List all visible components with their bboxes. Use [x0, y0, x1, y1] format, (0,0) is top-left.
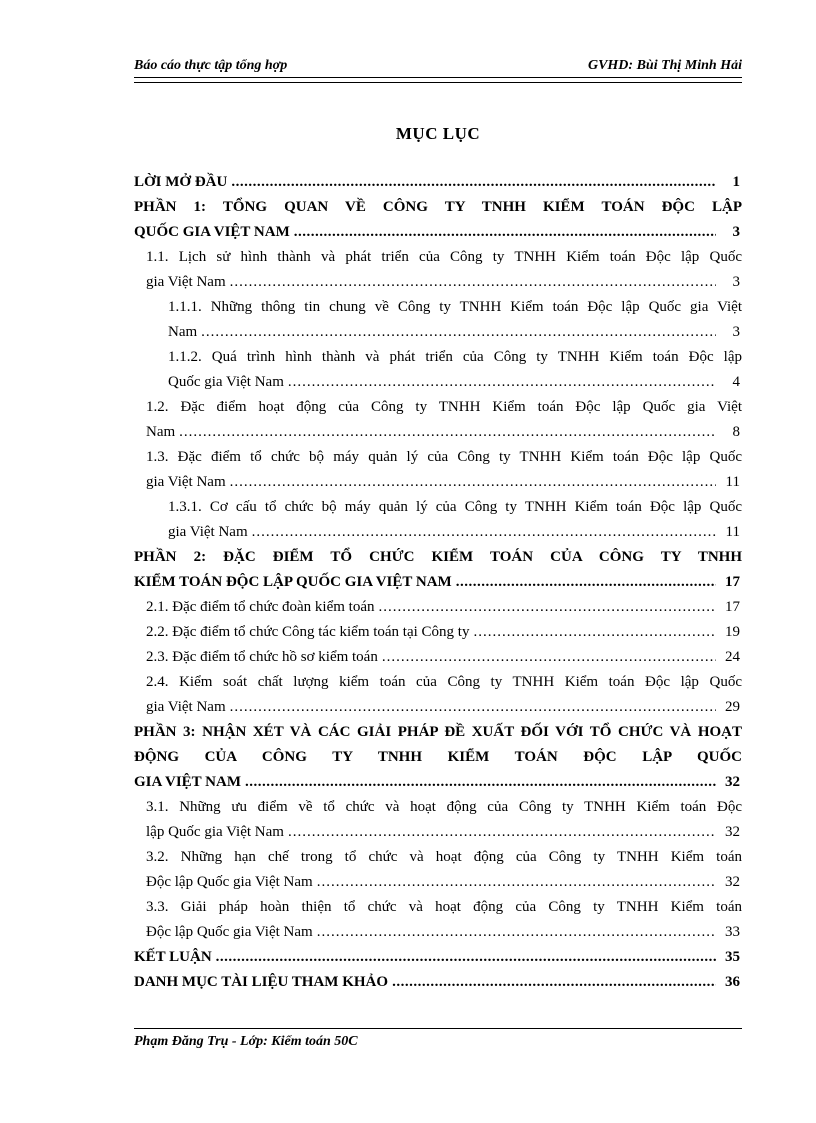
- toc-page-number: 11: [725, 524, 740, 540]
- header-divider: [134, 82, 742, 83]
- dot-leader: [179, 420, 716, 445]
- dot-leader: [317, 870, 716, 895]
- toc-entry-title: gia Việt Nam: [146, 474, 226, 490]
- toc-entry-text: 1.1. Lịch sử hình thành và phát triển của Công ty TNHH Kiểm toán Độc lập Quốc: [146, 249, 742, 265]
- toc-entry-line: [146, 920, 742, 945]
- dot-leader: [252, 520, 716, 545]
- toc-entry-title: gia Việt Nam: [146, 699, 226, 715]
- toc-page-number: 35: [725, 949, 740, 965]
- dot-leader: [456, 570, 716, 595]
- toc-page-number: 36: [725, 974, 740, 990]
- toc-entry[interactable]: [134, 195, 742, 245]
- toc-entry-text: 1.3.1. Cơ cấu tổ chức bộ máy quản lý của Công ty TNHH Kiểm toán Độc lập Quốc: [168, 499, 742, 515]
- page-footer: Phạm Đăng Trụ - Lớp: Kiểm toán 50C: [134, 1034, 358, 1049]
- table-of-contents: [134, 170, 742, 995]
- toc-entry-title: Độc lập Quốc gia Việt Nam: [146, 874, 313, 890]
- toc-entry-text: 1.1.2. Quá trình hình thành và phát triển của Công ty TNHH Kiểm toán Độc lập: [168, 349, 742, 365]
- toc-page-number: 1: [732, 174, 740, 190]
- toc-entry[interactable]: [134, 720, 742, 795]
- toc-entry-title: gia Việt Nam: [146, 274, 226, 290]
- toc-page-number: 3: [732, 274, 740, 290]
- dot-leader: [294, 220, 716, 245]
- dot-leader: [392, 970, 716, 995]
- toc-entry-title: GIA VIỆT NAM: [134, 774, 241, 790]
- toc-entry-title: Nam: [168, 324, 198, 340]
- toc-entry[interactable]: [134, 620, 742, 645]
- toc-entry-line: [146, 470, 742, 495]
- dot-leader: [201, 320, 716, 345]
- dot-leader: [317, 920, 716, 945]
- toc-entry-title: 2.1. Đặc điểm tổ chức đoàn kiểm toán: [146, 599, 375, 615]
- toc-entry-line: [146, 420, 742, 445]
- toc-entry-line: [146, 620, 742, 645]
- dot-leader: [230, 270, 716, 295]
- dot-leader: [245, 770, 716, 795]
- dot-leader: [473, 620, 716, 645]
- dot-leader: [231, 170, 716, 195]
- toc-entry[interactable]: [134, 545, 742, 595]
- toc-entry-title: Độc lập Quốc gia Việt Nam: [146, 924, 313, 940]
- toc-entry-text: 2.4. Kiểm soát chất lượng kiểm toán của Công ty TNHH Kiểm toán Độc lập Quốc: [146, 674, 742, 690]
- toc-entry-text: 1.2. Đặc điểm hoạt động của Công ty TNHH Kiểm toán Độc lập Quốc gia Việt: [146, 399, 742, 415]
- toc-entry-line: [168, 520, 742, 545]
- dot-leader: [230, 470, 716, 495]
- header-right: GVHD: Bùi Thị Minh Hải: [587, 58, 742, 73]
- toc-entry-text: 1.1.1. Những thông tin chung về Công ty TNHH Kiểm toán Độc lập Quốc gia Việt: [168, 299, 742, 315]
- page-header: [134, 58, 742, 78]
- toc-page-number: 29: [725, 699, 740, 715]
- toc-entry[interactable]: [134, 970, 742, 995]
- dot-leader: [216, 945, 716, 970]
- toc-entry-line: [146, 645, 742, 670]
- toc-entry[interactable]: [134, 670, 742, 720]
- toc-entry-title: LỜI MỞ ĐẦU: [134, 174, 228, 190]
- toc-page-number: 3: [732, 224, 740, 240]
- toc-page-number: 32: [725, 774, 740, 790]
- toc-entry-title: gia Việt Nam: [168, 524, 248, 540]
- toc-entry[interactable]: [134, 170, 742, 195]
- toc-entry-line: [134, 770, 742, 795]
- toc-page-number: 11: [725, 474, 740, 490]
- toc-entry[interactable]: [134, 295, 742, 345]
- toc-title: MỤC LỤC: [395, 124, 481, 143]
- toc-entry-title: Nam: [146, 424, 176, 440]
- toc-entry[interactable]: [134, 895, 742, 945]
- toc-entry-line: [146, 820, 742, 845]
- footer-divider: [134, 1028, 742, 1029]
- toc-entry[interactable]: [134, 395, 742, 445]
- toc-entry-title: QUỐC GIA VIỆT NAM: [134, 224, 290, 240]
- toc-entry-text: PHẦN 3: NHẬN XÉT VÀ CÁC GIẢI PHÁP ĐỀ XUẤT ĐỐI VỚI TỔ CHỨC VÀ HOẠT ĐỘNG CỦA CÔNG TY TNHH KIỂM TOÁN ĐỘC LẬP QUỐC: [134, 724, 742, 765]
- dot-leader: [288, 370, 716, 395]
- toc-page-number: 32: [725, 824, 740, 840]
- toc-page-number: 33: [725, 924, 740, 940]
- toc-entry-line: [146, 595, 742, 620]
- toc-entry-line: [168, 320, 742, 345]
- toc-entry[interactable]: [134, 795, 742, 845]
- toc-entry-text: 3.1. Những ưu điểm về tổ chức và hoạt động của Công ty TNHH Kiểm toán Độc: [146, 799, 742, 815]
- toc-entry-line: [134, 970, 742, 995]
- toc-page-number: 3: [732, 324, 740, 340]
- toc-entry-text: 3.2. Những hạn chế trong tổ chức và hoạt động của Công ty TNHH Kiểm toán: [146, 849, 742, 865]
- toc-entry-title: KẾT LUẬN: [134, 949, 212, 965]
- toc-entry[interactable]: [134, 245, 742, 295]
- toc-entry-line: [134, 170, 742, 195]
- dot-leader: [378, 595, 716, 620]
- toc-page-number: 4: [732, 374, 740, 390]
- toc-page-number: 17: [725, 574, 740, 590]
- toc-entry-text: 3.3. Giải pháp hoàn thiện tổ chức và hoạt động của Công ty TNHH Kiểm toán: [146, 899, 742, 915]
- dot-leader: [382, 645, 716, 670]
- toc-entry-line: [146, 870, 742, 895]
- toc-entry-title: 2.3. Đặc điểm tổ chức hồ sơ kiểm toán: [146, 649, 378, 665]
- toc-entry-line: [134, 220, 742, 245]
- toc-entry[interactable]: [134, 345, 742, 395]
- toc-entry[interactable]: [134, 645, 742, 670]
- toc-entry-title: KIỂM TOÁN ĐỘC LẬP QUỐC GIA VIỆT NAM: [134, 574, 452, 590]
- toc-entry-title: 2.2. Đặc điểm tổ chức Công tác kiểm toán tại Công ty: [146, 624, 470, 640]
- toc-entry[interactable]: [134, 845, 742, 895]
- toc-entry-line: [146, 695, 742, 720]
- toc-entry-line: [134, 570, 742, 595]
- toc-entry[interactable]: [134, 495, 742, 545]
- toc-entry-text: PHẦN 2: ĐẶC ĐIỂM TỔ CHỨC KIỂM TOÁN CỦA CÔNG TY TNHH: [134, 549, 742, 565]
- toc-page-number: 32: [725, 874, 740, 890]
- toc-entry-line: [146, 270, 742, 295]
- dot-leader: [230, 695, 716, 720]
- header-left: Báo cáo thực tập tổng hợp: [134, 58, 288, 73]
- toc-entry[interactable]: [134, 445, 742, 495]
- toc-entry-text: PHẦN 1: TỔNG QUAN VỀ CÔNG TY TNHH KIỂM TOÁN ĐỘC LẬP: [134, 199, 742, 215]
- toc-entry[interactable]: [134, 945, 742, 970]
- toc-entry-title: lập Quốc gia Việt Nam: [146, 824, 284, 840]
- toc-page-number: 24: [725, 649, 740, 665]
- toc-entry-text: 1.3. Đặc điểm tổ chức bộ máy quản lý của Công ty TNHH Kiểm toán Độc lập Quốc: [146, 449, 742, 465]
- toc-entry-line: [134, 945, 742, 970]
- toc-page-number: 8: [732, 424, 740, 440]
- toc-entry-title: DANH MỤC TÀI LIỆU THAM KHẢO: [134, 974, 389, 990]
- toc-entry-title: Quốc gia Việt Nam: [168, 374, 284, 390]
- toc-page-number: 17: [725, 599, 740, 615]
- dot-leader: [288, 820, 716, 845]
- toc-entry[interactable]: [134, 595, 742, 620]
- toc-entry-line: [168, 370, 742, 395]
- toc-page-number: 19: [725, 624, 740, 640]
